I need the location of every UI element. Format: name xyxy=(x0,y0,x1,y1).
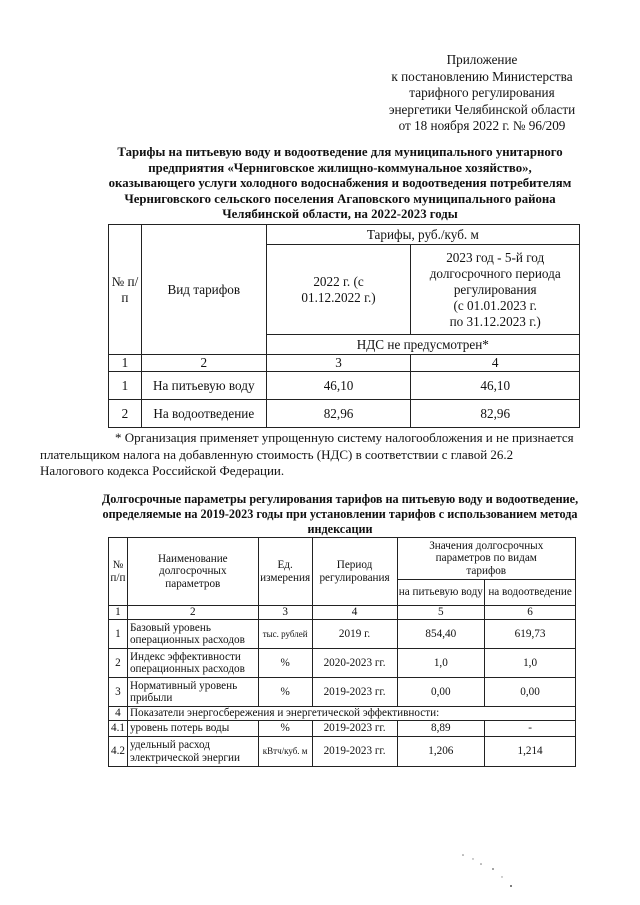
section-title-line: Долгосрочные параметры регулирования тарифов на питьевую воду и водоотведение, xyxy=(101,492,579,506)
row-drain: 619,73 xyxy=(485,620,576,649)
index-cell: 3 xyxy=(258,606,312,620)
appendix-block xyxy=(332,52,632,135)
index-cell: 5 xyxy=(397,606,485,620)
row-num: 2 xyxy=(109,649,128,678)
row-water: 0,00 xyxy=(397,678,485,707)
header-name: Наименование долгосрочных параметров xyxy=(127,538,258,606)
row-type: На питьевую воду xyxy=(141,372,266,400)
row-drain: 1,214 xyxy=(485,737,576,767)
section-title-line: индексации xyxy=(307,522,373,536)
index-cell: 1 xyxy=(109,606,128,620)
header-type: Вид тарифов xyxy=(141,225,266,355)
header-2022: 2022 г. (с 01.12.2022 г.) xyxy=(266,245,411,335)
index-cell: 2 xyxy=(127,606,258,620)
title-line: Черниговского сельского поселения Агаповского муниципального района xyxy=(124,191,556,206)
header-2023-line: регулирования xyxy=(453,281,537,297)
title-line: Челябинской области, на 2022-2023 годы xyxy=(222,207,458,221)
appendix-line: Приложение xyxy=(446,52,518,67)
row-name: уровень потерь воды xyxy=(127,721,258,737)
row-2023: 82,96 xyxy=(411,400,580,428)
row-2022: 46,10 xyxy=(266,372,411,400)
table-row xyxy=(109,737,576,767)
row-2022: 82,96 xyxy=(266,400,411,428)
appendix-line: энергетики Челябинской области xyxy=(388,101,576,117)
appendix-line: от 18 ноября 2022 г. № 96/209 xyxy=(398,118,566,133)
header-2023-line: долгосрочного периода xyxy=(429,265,561,281)
row-drain: - xyxy=(485,721,576,737)
row-unit: кВтч/куб. м xyxy=(258,737,312,767)
header-water: на питьевую воду xyxy=(397,580,485,606)
index-cell: 4 xyxy=(312,606,397,620)
header-2023-line: по 31.12.2023 г.) xyxy=(449,313,541,329)
row-water: 1,0 xyxy=(397,649,485,678)
row-num: 4 xyxy=(109,707,128,721)
title-line: оказывающего услуги холодного водоснабжения и водоотведения потребителям xyxy=(108,176,572,190)
row-num: 3 xyxy=(109,678,128,707)
section-title xyxy=(40,492,640,537)
index-cell: 2 xyxy=(141,355,266,372)
header-vat: НДС не предусмотрен* xyxy=(266,335,579,355)
row-unit: % xyxy=(258,678,312,707)
parameters-table xyxy=(108,537,576,767)
table-row xyxy=(109,678,576,707)
row-2023: 46,10 xyxy=(411,372,580,400)
row-num: 4.2 xyxy=(109,737,128,767)
row-water: 8,89 xyxy=(397,721,485,737)
row-name: Нормативный уровень прибыли xyxy=(127,678,258,707)
row-unit: тыс. рублей xyxy=(258,620,312,649)
index-cell: 1 xyxy=(109,355,142,372)
header-2023-line: (с 01.01.2023 г. xyxy=(453,297,537,313)
row-drain: 1,0 xyxy=(485,649,576,678)
table-row xyxy=(109,649,576,678)
note-line: * Организация применяет упрощенную систему налогообложения и не признается xyxy=(115,430,574,445)
note-line: Налогового кодекса Российской Федерации. xyxy=(40,463,285,478)
row-period: 2019-2023 гг. xyxy=(312,721,397,737)
header-drain: на водоотведение xyxy=(485,580,576,606)
header-period: Период регулирования xyxy=(312,538,397,606)
row-period: 2019-2023 гг. xyxy=(312,678,397,707)
title-line: Тарифы на питьевую воду и водоотведение для муниципального унитарного xyxy=(117,145,563,159)
tariff-table xyxy=(108,224,580,428)
row-unit: % xyxy=(258,721,312,737)
table-row xyxy=(109,721,576,737)
header-unit: Ед. измерения xyxy=(258,538,312,606)
row-name: удельный расход электрической энергии xyxy=(127,737,258,767)
section-title-line: определяемые на 2019-2023 годы при установлении тарифов с использованием метода xyxy=(102,507,578,521)
note-line: плательщиком налога на добавленную стоимость (НДС) в соответствии с главой 26.2 xyxy=(40,446,514,462)
row-period: 2019 г. xyxy=(312,620,397,649)
row-num: 4.1 xyxy=(109,721,128,737)
row-name: Индекс эффективности операционных расходов xyxy=(127,649,258,678)
appendix-line: к постановлению Министерства xyxy=(391,68,573,84)
section-name: Показатели энергосбережения и энергетической эффективности: xyxy=(127,707,575,721)
scan-specks xyxy=(455,850,515,890)
table-row xyxy=(109,400,580,428)
header-values: Значения долгосрочных параметров по видам тарифов xyxy=(397,538,576,580)
row-num: 1 xyxy=(109,620,128,649)
table-section-row xyxy=(109,707,576,721)
index-cell: 6 xyxy=(485,606,576,620)
vat-footnote xyxy=(40,430,600,480)
document-title xyxy=(40,145,640,223)
header-num: № п/п xyxy=(109,538,128,606)
table-row xyxy=(109,372,580,400)
row-type: На водоотведение xyxy=(141,400,266,428)
title-line: предприятия «Черниговское жилищно-коммунальное хозяйство», xyxy=(148,160,532,175)
appendix-line: тарифного регулирования xyxy=(409,85,555,100)
row-water: 1,206 xyxy=(397,737,485,767)
header-2023 xyxy=(411,245,580,335)
index-cell: 4 xyxy=(411,355,580,372)
header-tariffs: Тарифы, руб./куб. м xyxy=(266,225,579,245)
row-period: 2020-2023 гг. xyxy=(312,649,397,678)
row-period: 2019-2023 гг. xyxy=(312,737,397,767)
row-drain: 0,00 xyxy=(485,678,576,707)
header-num: № п/п xyxy=(109,225,142,355)
row-name: Базовый уровень операционных расходов xyxy=(127,620,258,649)
index-cell: 3 xyxy=(266,355,411,372)
row-unit: % xyxy=(258,649,312,678)
table-row xyxy=(109,620,576,649)
row-num: 1 xyxy=(109,372,142,400)
header-2023-line: 2023 год - 5-й год xyxy=(446,249,545,265)
row-num: 2 xyxy=(109,400,142,428)
row-water: 854,40 xyxy=(397,620,485,649)
